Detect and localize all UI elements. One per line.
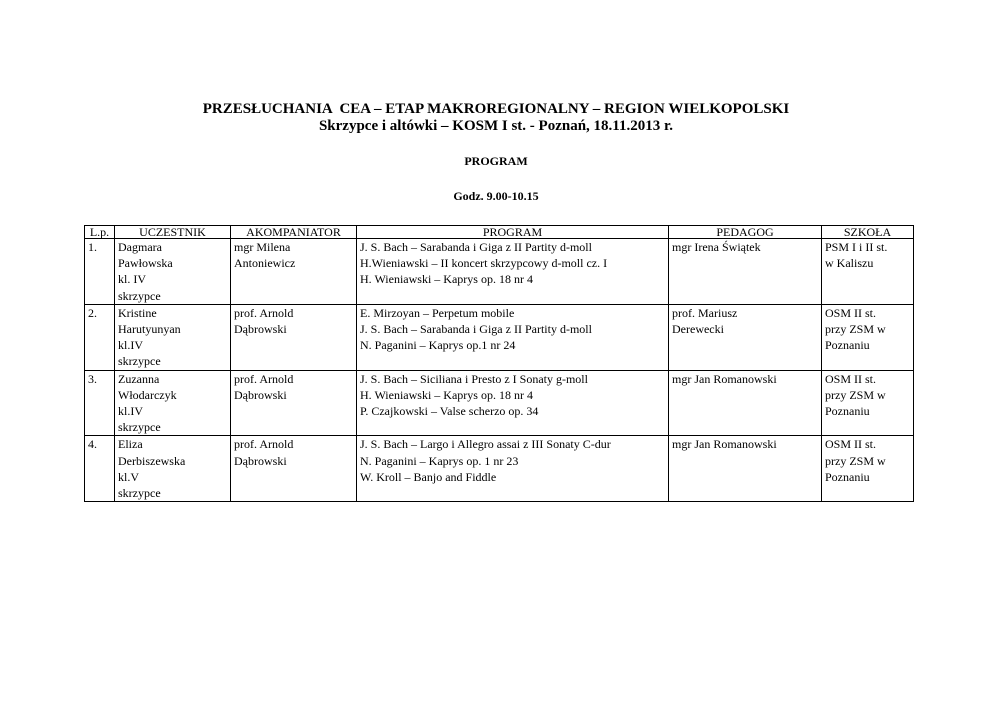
accompanist-line: Dąbrowski bbox=[234, 322, 287, 337]
table-row bbox=[85, 370, 914, 436]
teacher-line: mgr Irena Świątek bbox=[672, 240, 761, 254]
cell-school bbox=[822, 239, 914, 305]
school-line: OSM II st. bbox=[825, 371, 877, 386]
student-first-name: Zuzanna bbox=[118, 371, 160, 386]
cell-program bbox=[357, 304, 669, 370]
student-class: kl.IV bbox=[118, 338, 143, 353]
student-instrument: skrzypce bbox=[118, 486, 161, 501]
program-piece: H. Wieniawski – Kaprys op. 18 nr 4 bbox=[360, 272, 533, 287]
schedule-table bbox=[84, 225, 914, 502]
cell-teacher bbox=[669, 436, 822, 502]
cell-accompanist bbox=[231, 370, 357, 436]
table-row bbox=[85, 239, 914, 305]
cell-student bbox=[115, 436, 231, 502]
cell-student bbox=[115, 304, 231, 370]
cell-lp bbox=[85, 304, 115, 370]
student-first-name: Eliza bbox=[118, 437, 143, 452]
cell-lp bbox=[85, 239, 115, 305]
school-line: przy ZSM w bbox=[825, 453, 886, 468]
accompanist-line: prof. Arnold bbox=[234, 437, 294, 452]
student-first-name: Dagmara bbox=[118, 240, 162, 254]
lp-value: 1. bbox=[88, 240, 97, 254]
column-header-school: SZKOŁA bbox=[822, 226, 914, 239]
table-row bbox=[85, 436, 914, 502]
document-subtitle: Skrzypce i altówki – KOSM I st. - Poznań, 18.11.2013 r. bbox=[318, 118, 674, 134]
accompanist-line: prof. Arnold bbox=[234, 371, 294, 386]
student-instrument: skrzypce bbox=[118, 288, 161, 303]
school-line: OSM II st. bbox=[825, 305, 877, 320]
column-header-teacher: PEDAGOG bbox=[669, 226, 822, 239]
program-piece: J. S. Bach – Sarabanda i Giga z II Partity d-moll bbox=[360, 322, 592, 337]
student-class: kl.V bbox=[118, 469, 139, 484]
teacher-line: mgr Jan Romanowski bbox=[672, 371, 777, 386]
program-piece: W. Kroll – Banjo and Fiddle bbox=[360, 469, 497, 484]
column-header-lp: L.p. bbox=[85, 226, 115, 239]
student-class: kl.IV bbox=[118, 404, 143, 419]
program-piece: N. Paganini – Kaprys op. 1 nr 23 bbox=[360, 453, 519, 468]
school-line: Poznaniu bbox=[825, 469, 870, 484]
student-first-name: Kristine bbox=[118, 305, 157, 320]
table-header-row bbox=[85, 226, 914, 239]
school-line: przy ZSM w bbox=[825, 322, 886, 337]
program-piece: E. Mirzoyan – Perpetum mobile bbox=[360, 305, 515, 320]
cell-school bbox=[822, 370, 914, 436]
program-piece: H. Wieniawski – Kaprys op. 18 nr 4 bbox=[360, 387, 533, 402]
school-line: Poznaniu bbox=[825, 338, 870, 353]
student-last-name: Pawłowska bbox=[118, 256, 173, 271]
program-piece: H.Wieniawski – II koncert skrzypcowy d-moll cz. I bbox=[360, 256, 608, 271]
cell-lp bbox=[85, 436, 115, 502]
teacher-line: prof. Mariusz bbox=[672, 305, 738, 320]
teacher-line: mgr Jan Romanowski bbox=[672, 437, 777, 452]
cell-program bbox=[357, 370, 669, 436]
hours-label: Godz. 9.00-10.15 bbox=[453, 189, 539, 203]
program-piece: N. Paganini – Kaprys op.1 nr 24 bbox=[360, 338, 516, 353]
column-header-student: UCZESTNIK bbox=[115, 226, 231, 239]
cell-accompanist bbox=[231, 436, 357, 502]
teacher-line: Derewecki bbox=[672, 322, 724, 337]
cell-teacher bbox=[669, 370, 822, 436]
program-heading: PROGRAM bbox=[464, 154, 528, 168]
school-line: w Kaliszu bbox=[825, 256, 874, 271]
accompanist-line: prof. Arnold bbox=[234, 305, 294, 320]
student-instrument: skrzypce bbox=[118, 420, 161, 435]
cell-student bbox=[115, 239, 231, 305]
student-last-name: Harutyunyan bbox=[118, 322, 181, 337]
accompanist-line: Dąbrowski bbox=[234, 453, 287, 468]
school-line: OSM II st. bbox=[825, 437, 877, 452]
lp-value: 4. bbox=[88, 437, 97, 452]
program-piece: J. S. Bach – Largo i Allegro assai z III Sonaty C-dur bbox=[360, 437, 611, 452]
cell-lp bbox=[85, 370, 115, 436]
school-line: PSM I i II st. bbox=[825, 240, 888, 254]
student-instrument: skrzypce bbox=[118, 354, 161, 369]
table-row bbox=[85, 304, 914, 370]
cell-teacher bbox=[669, 239, 822, 305]
school-line: przy ZSM w bbox=[825, 387, 886, 402]
accompanist-line: mgr Milena bbox=[234, 240, 291, 254]
accompanist-line: Antoniewicz bbox=[234, 256, 296, 271]
program-piece: J. S. Bach – Siciliana i Presto z I Sonaty g-moll bbox=[360, 371, 588, 386]
cell-program bbox=[357, 436, 669, 502]
accompanist-line: Dąbrowski bbox=[234, 387, 287, 402]
student-class: kl. IV bbox=[118, 272, 146, 287]
column-header-accompanist: AKOMPANIATOR bbox=[231, 226, 357, 239]
cell-school bbox=[822, 304, 914, 370]
lp-value: 2. bbox=[88, 305, 97, 320]
cell-accompanist bbox=[231, 239, 357, 305]
cell-program bbox=[357, 239, 669, 305]
cell-accompanist bbox=[231, 304, 357, 370]
lp-value: 3. bbox=[88, 371, 97, 386]
school-line: Poznaniu bbox=[825, 404, 870, 419]
cell-school bbox=[822, 436, 914, 502]
student-last-name: Derbiszewska bbox=[118, 453, 186, 468]
cell-teacher bbox=[669, 304, 822, 370]
column-header-program: PROGRAM bbox=[357, 226, 669, 239]
program-piece: J. S. Bach – Sarabanda i Giga z II Partity d-moll bbox=[360, 240, 592, 254]
document-title: PRZESŁUCHANIA CEA – ETAP MAKROREGIONALNY – REGION WIELKOPOLSKI bbox=[202, 101, 790, 117]
student-last-name: Włodarczyk bbox=[118, 387, 177, 402]
program-piece: P. Czajkowski – Valse scherzo op. 34 bbox=[360, 404, 539, 419]
cell-student bbox=[115, 370, 231, 436]
